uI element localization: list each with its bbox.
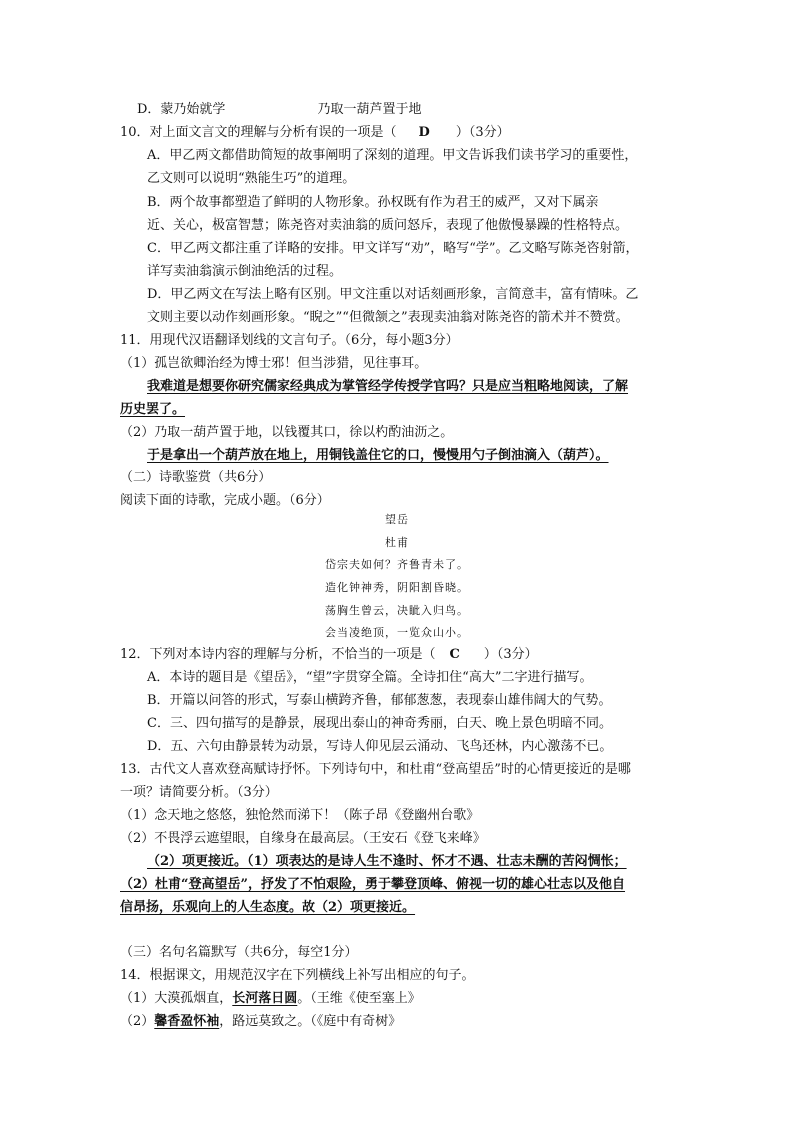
q12-option-d: D．五、六句由静景转为动景，写诗人仰见层云涌动、飞鸟还林，内心激荡不已。 bbox=[147, 739, 613, 754]
poem-line: 岱宗夫如何？齐鲁青未了。 bbox=[325, 558, 469, 571]
q12-option-b: B．开篇以问答的形式，写泰山横跨齐鲁，郁郁葱葱，表现泰山雄伟阔大的气势。 bbox=[147, 693, 612, 708]
q14-item-1-fill: 长河落日圆 bbox=[232, 991, 298, 1006]
q10-option-c-line1: C．甲乙两文都注重了详略的安排。甲文详写“劝”，略写“学”。乙文略写陈尧咨射箭， bbox=[147, 241, 639, 256]
q14-item-1 bbox=[120, 990, 421, 1008]
q14-item-1-after: 。（王维《使至塞上》 bbox=[297, 991, 421, 1006]
q13-stem-line2: 一项？请简要分析。（3分） bbox=[120, 785, 278, 800]
section-3-heading: （三）名句名篇默写（共6分，每空1分） bbox=[120, 945, 358, 960]
q11-sentence-1: （1）孤岂欲卿治经为博士邪！但当涉猎，见往事耳。 bbox=[120, 356, 428, 371]
section-2-instruction: 阅读下面的诗歌，完成小题。（6分） bbox=[120, 493, 330, 508]
poem-title: 望岳 bbox=[385, 513, 409, 526]
q10-option-a-line2: 乙文则可以说明“熟能生巧”的道理。 bbox=[147, 171, 356, 186]
q9-option-d bbox=[137, 101, 421, 119]
q13-sentence-1: （1）念天地之悠悠，独怆然而涕下！（陈子昂《登幽州台歌》 bbox=[120, 808, 480, 823]
q12-stem-before: 12．下列对本诗内容的理解与分析，不恰当的一项是（ bbox=[120, 647, 436, 662]
q13-answer-line1: （2）项更接近。（1）项表达的是诗人生不逢时、怀才不遇、壮志未酬的苦闷惆怅； bbox=[147, 854, 627, 869]
q10-option-c-line2: 详写卖油翁演示倒油绝活的过程。 bbox=[147, 264, 343, 279]
q10-option-b-line2: 近、关心，极富智慧；陈尧咨对卖油翁的质问怒斥，表现了他傲慢暴躁的性格特点。 bbox=[147, 218, 629, 233]
q12-option-c: C．三、四句描写的是静景，展现出泰山的神奇秀丽，白天、晚上景色明暗不同。 bbox=[147, 716, 612, 731]
q10-option-d-line2: 文则主要以动作刻画形象。“睨之”“但微颔之”表现卖油翁对陈尧咨的箭术并不赞赏。 bbox=[147, 310, 629, 325]
q13-answer-line3: 信昂扬，乐观向上的人生态度。故（2）项更接近。 bbox=[120, 900, 416, 915]
q14-item-2 bbox=[120, 1013, 401, 1031]
poem-line: 造化钟神秀，阴阳割昏晓。 bbox=[325, 581, 469, 594]
q11-answer-1-line1: 我难道是想要你研究儒家经典成为掌管经学传授学官吗？只是应当粗略地阅读，了解 bbox=[147, 379, 629, 394]
q9-option-d-label: D．蒙乃始就学 bbox=[137, 102, 226, 117]
q12-answer: C bbox=[449, 647, 460, 662]
poem-author: 杜甫 bbox=[385, 536, 409, 549]
q14-item-1-before: （1）大漠孤烟直， bbox=[120, 991, 233, 1006]
q12-option-a: A．本诗的题目是《望岳》，“望”字贯穿全篇。全诗扣住“高大”二字进行描写。 bbox=[147, 670, 593, 685]
q10-stem-before: 10．对上面文言文的理解与分析有误的一项是（ bbox=[120, 125, 397, 140]
q12-stem-after: ）（3分） bbox=[483, 647, 538, 662]
q10-option-b-line1: B．两个故事都塑造了鲜明的人物形象。孙权既有作为君王的威严，又对下属亲 bbox=[147, 195, 599, 210]
poem-line: 会当凌绝顶，一览众山小。 bbox=[325, 626, 469, 639]
q13-stem-line1: 13．古代文人喜欢登高赋诗抒怀。下列诗句中，和杜甫“登高望岳”时的心情更接近的是哪 bbox=[120, 762, 631, 777]
q11-answer-1-line2: 历史罢了。 bbox=[120, 402, 186, 417]
q9-option-d-right: 乃取一葫芦置于地 bbox=[317, 102, 422, 117]
q14-stem: 14．根据课文，用规范汉字在下列横线上补写出相应的句子。 bbox=[120, 968, 475, 983]
q13-answer-line2: （2）杜甫“登高望岳”，抒发了不怕艰险，勇于攀登顶峰、俯视一切的雄心壮志以及他自 bbox=[120, 877, 626, 892]
poem-line: 荡胸生曾云，决眦入归鸟。 bbox=[325, 604, 469, 617]
q11-stem: 11．用现代汉语翻译划线的文言句子。（6分，每小题3分） bbox=[120, 333, 459, 348]
q14-item-2-fill: 馨香盈怀袖 bbox=[154, 1014, 220, 1029]
q10-answer: D bbox=[418, 125, 430, 140]
q10-stem-after: ）（3分） bbox=[455, 125, 510, 140]
q10-stem bbox=[120, 124, 510, 142]
q12-stem bbox=[120, 646, 538, 664]
q11-sentence-2: （2）乃取一葫芦置于地，以钱覆其口，徐以杓酌油沥之。 bbox=[120, 425, 454, 440]
q13-sentence-2: （2）不畏浮云遮望眼，自缘身在最高层。（王安石《登飞来峰》 bbox=[120, 831, 486, 846]
q14-item-2-after: ，路远莫致之。（《庭中有奇树》 bbox=[219, 1014, 402, 1029]
q10-option-d-line1: D．甲乙两文在写法上略有区别。甲文注重以对话刻画形象，言简意丰，富有情味。乙 bbox=[147, 287, 639, 302]
section-2-heading: （二）诗歌鉴赏（共6分） bbox=[120, 470, 272, 485]
q10-option-a-line1: A．甲乙两文都借助简短的故事阐明了深刻的道理。甲文告诉我们读书学习的重要性， bbox=[147, 148, 638, 163]
q14-item-2-before: （2） bbox=[120, 1014, 155, 1029]
q11-answer-2: 于是拿出一个葫芦放在地上，用铜钱盖住它的口，慢慢用勺子倒油滴入（葫芦）。 bbox=[147, 448, 609, 463]
